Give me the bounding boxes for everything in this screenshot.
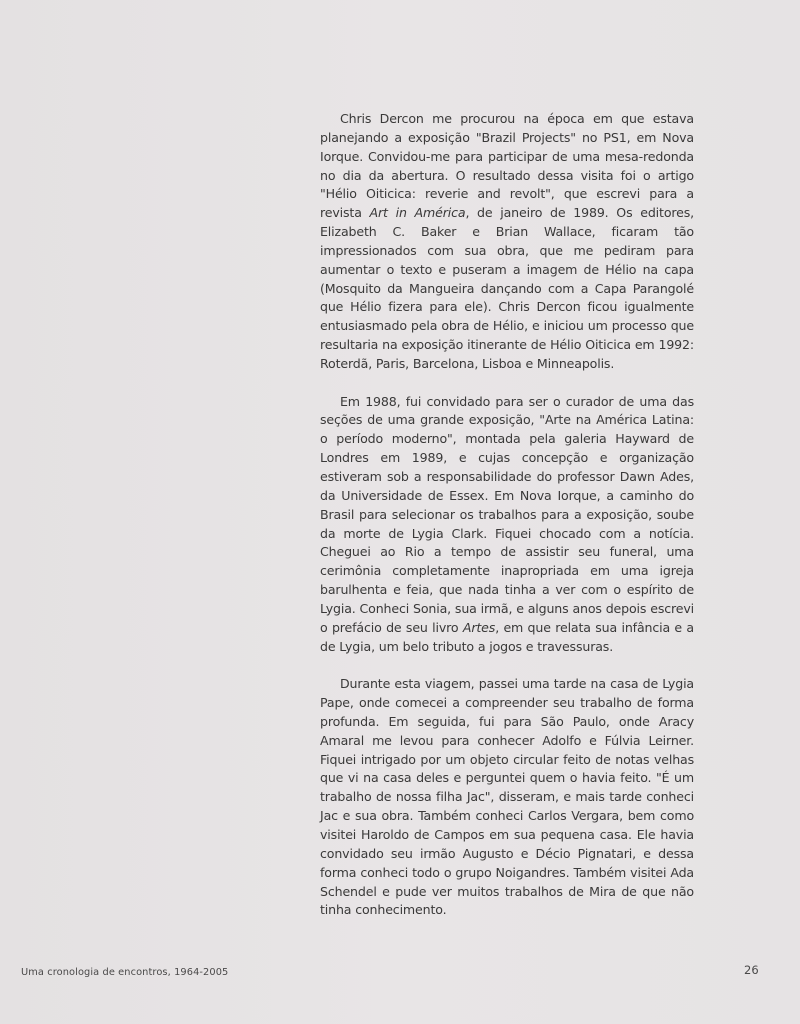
paragraph-2-text-b: , em que relata sua infância e a de Lygia, um belo tributo a jogos e travessuras. (320, 619, 694, 654)
paragraph-1-italic: Art in América (369, 205, 466, 221)
body-text (320, 110, 694, 920)
page-number: 26 (744, 963, 759, 977)
running-footer-title: Uma cronologia de encontros, 1964-2005 (21, 967, 229, 978)
paragraph-2-text-a: Em 1988, fui convidado para ser o curador de uma das seções de uma grande exposição, "Arte na América Latina: o período moderno", montada pela galeria Hayward de Londres em 1989, e cujas concepção e organização estiveram sob a responsabilidade do professor Dawn Ades, da Universidade de Essex. Em Nova Iorque, a caminho do Brasil para selecionar os trabalhos para a exposição, soube da morte de Lygia Clark. Fiquei chocado com a notícia. Cheguei ao Rio a tempo de assistir seu funeral, uma cerimônia completamente inapropriada em uma igreja barulhenta e feia, que nada tinha a ver com o espírito de Lygia. Conheci Sonia, sua irmã, e alguns anos depois escrevi o prefácio de seu livro (320, 393, 694, 635)
paragraph-2 (320, 393, 694, 657)
paragraph-3 (320, 675, 694, 920)
paragraph-1 (320, 110, 694, 374)
paragraph-1-text-a: Chris Dercon me procurou na época em que estava planejando a exposição "Brazil Projects" no PS1, em Nova Iorque. Convidou-me para participar de uma mesa-redonda no dia da abertura. O resultado dessa visita foi o artigo "Hélio Oiticica: reverie and revolt", que escrevi para a revista (320, 111, 694, 221)
paragraph-3-text-a: Durante esta viagem, passei uma tarde na casa de Lygia Pape, onde comecei a compreender seu trabalho de forma profunda. Em seguida, fui para São Paulo, onde Aracy Amaral me levou para conhecer Adolfo e Fúlvia Leirner. Fiquei intrigado por um objeto circular feito de notas velhas que vi na casa deles e perguntei quem o havia feito. "É um trabalho de nossa filha Jac", disseram, e mais tarde conheci Jac e sua obra. Também conheci Carlos Vergara, bem como visitei Haroldo de Campos em sua pequena casa. Ele havia convidado seu irmão Augusto e Décio Pignatari, e dessa forma conheci todo o grupo Noigandres. Também visitei Ada Schendel e pude ver muitos trabalhos de Mira de que não tinha conhecimento. (320, 676, 694, 918)
paragraph-2-italic: Artes (462, 619, 496, 635)
paragraph-1-text-b: , de janeiro de 1989. Os editores, Elizabeth C. Baker e Brian Wallace, ficaram tão impressionados com sua obra, que me pediram para aumentar o texto e puseram a imagem de Hélio na capa (Mosquito da Mangueira dançando com a Capa Parangolé que Hélio fizera para ele). Chris Dercon ficou igualmente entusiasmado pela obra de Hélio, e iniciou um processo que resultaria na exposição itinerante de Hélio Oiticica em 1992: Roterdã, Paris, Barcelona, Lisboa e Minneapolis. (320, 205, 694, 371)
